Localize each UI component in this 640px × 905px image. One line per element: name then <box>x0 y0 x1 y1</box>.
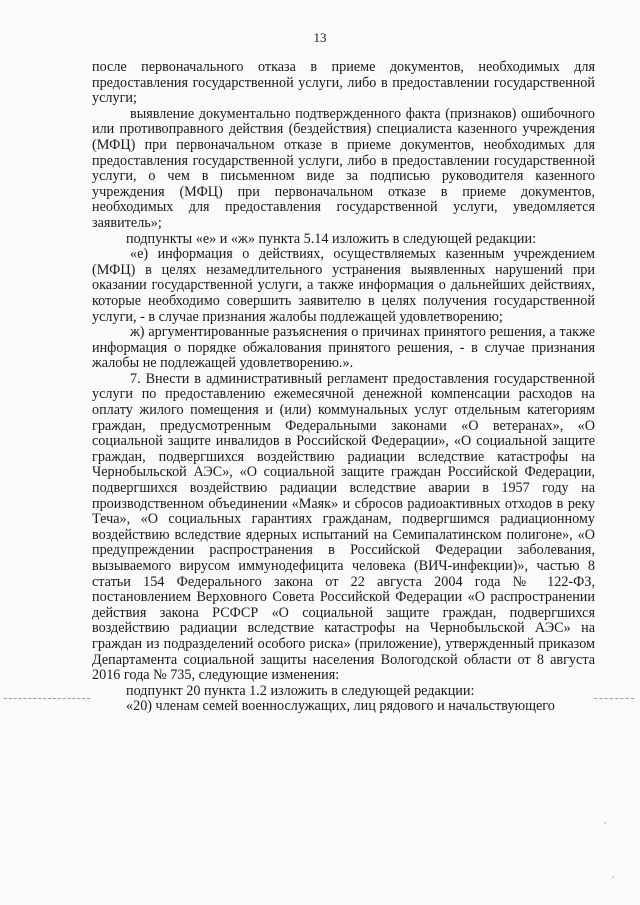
paragraph-3: подпункты «е» и «ж» пункта 5.14 изложить в следующей редакции: <box>126 230 537 247</box>
paragraph-7: подпункт 20 пункта 1.2 изложить в следующей редакции: <box>126 682 475 699</box>
paragraph-8: «20) членам семей военнослужащих, лиц рядового и начальствующего <box>126 698 555 715</box>
scan-speck <box>612 876 614 878</box>
paragraph-6: 7. Внести в административный регламент предоставления государственной услуги по предоставлению ежемесячной денежной компенсации расходов на оплату жилого помещения и (или) коммунальных услуг отдельным категориям граждан, предусмотренным Федеральными законами «О ветеранах», «О социальной защите инвалидов в Российской Федерации», «О социальной защите граждан, подвергшихся воздействию радиации вследствие катастрофы на Чернобыльской АЭС», «О социальной защите граждан Российской Федерации, подвергшихся воздействию радиации вследствие аварии в 1957 году на производственном объединении «Маяк» и сбросов радиоактивных отходов в реку Теча», «О социальных гарантиях гражданам, подвергшимся радиационному воздействию вследствие ядерных испытаний на Семипалатинском полигоне», «О предупреждении распространения в Российской Федерации заболевания, вызываемого вирусом иммунодефицита человека (ВИЧ-инфекции)», частью 8 статьи 154 Федерального закона от 22 августа 2004 года № 122-ФЗ, постановлением Верховного Совета Российской Федерации «О распространении действия закона РСФСР «О социальной защите граждан, подвергшихся воздействию радиации вследствие катастрофы на Чернобыльской АЭС» на граждан из подразделений особого риска» (приложение), утвержденный приказом Департамента социальной защиты населения Вологодской области от 8 августа 2016 года № 735, следующие изменения: <box>92 370 595 684</box>
page-number: 13 <box>313 30 327 45</box>
scan-speck <box>604 822 606 824</box>
paragraph-1: после первоначального отказа в приеме документов, необходимых для предоставления государственной услуги, либо в предоставлении государственной услуги; <box>92 59 595 107</box>
document-body <box>92 60 595 715</box>
paragraph-2: выявление документально подтвержденного факта (признаков) ошибочного или противоправного действия (бездействия) специалиста казенного учреждения (МФЦ) при первоначальном отказе в приеме документов, необходимых для предоставления государственной услуги, либо в предоставлении государственной услуги, о чем в письменном виде за подписью руководителя казенного учреждения (МФЦ) при первоначальном отказе в приеме документов, необходимых для предоставления государственной услуги, уведомляется заявитель»; <box>92 105 595 231</box>
scan-dashed-line-left <box>4 698 90 699</box>
paragraph-4: «е) информация о действиях, осуществляемых казенным учреждением (МФЦ) в целях незамедлительного устранения выявленных нарушений при оказании государственной услуги, а также информация о дальнейших действиях, которые необходимо совершить заявителю в целях получения государственной услуги, - в случае признания жалобы подлежащей удовлетворению; <box>92 246 595 325</box>
paragraph-5: ж) аргументированные разъяснения о причинах принятого решения, а также информация о порядке обжалования принятого решения, - в случае признания жалобы не подлежащей удовлетворению.». <box>92 324 595 372</box>
scan-dashed-line-right <box>594 698 634 699</box>
